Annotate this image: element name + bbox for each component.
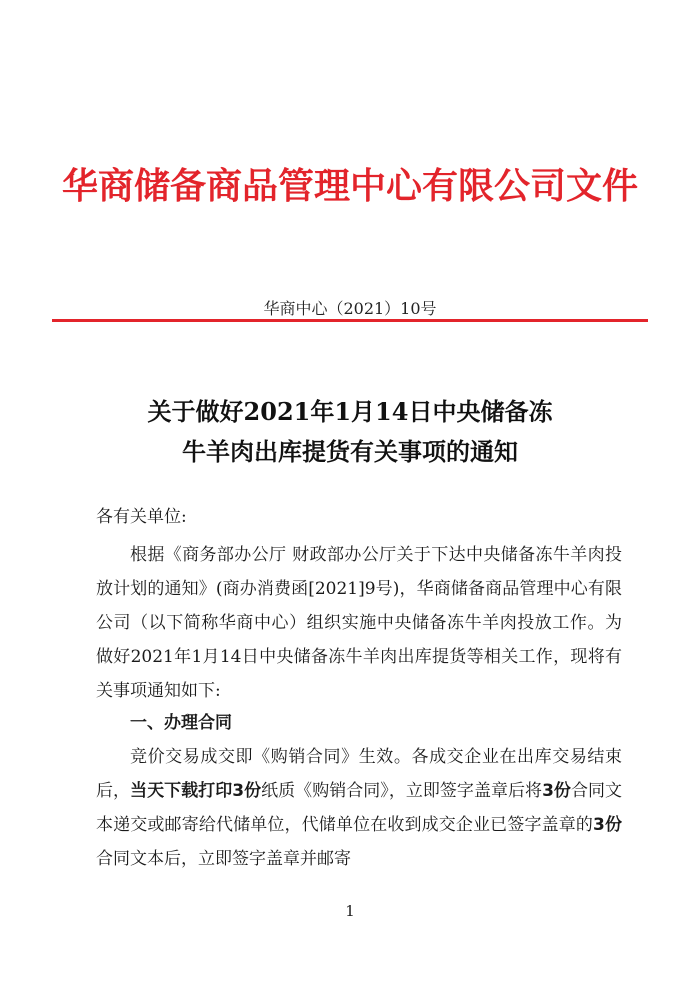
- salutation: 各有关单位:: [96, 507, 187, 527]
- red-divider-line: [52, 319, 648, 322]
- section-heading-contract: 一、办理合同: [130, 713, 232, 733]
- page-number: 1: [345, 902, 355, 920]
- document-number: 华商中心（2021）10号: [263, 299, 437, 318]
- emphasis-text: 当天下载打印3份: [130, 781, 262, 801]
- paragraph-contract: [96, 740, 622, 876]
- emphasis-text: 3份: [593, 815, 622, 835]
- notice-title-line-1: 关于做好2021年1月14日中央储备冻: [147, 397, 553, 426]
- paragraph-intro: 根据《商务部办公厅 财政部办公厅关于下达中央储备冻牛羊肉投放计划的通知》(商办消费函[2021]9号)，华商储备商品管理中心有限公司（以下简称华商中心）组织实施中央储备冻牛羊肉投放工作。为做好2021年1月14日中央储备冻牛羊肉出库提货等相关工作，现将有关事项通知如下:: [96, 545, 622, 701]
- emphasis-text: 3份: [542, 781, 571, 801]
- paragraph-text: 合同文本后，立即签字盖章并邮寄: [96, 849, 351, 869]
- issuer-title: 华商储备商品管理中心有限公司文件: [61, 166, 638, 207]
- notice-title-line-2: 牛羊肉出库提货有关事项的通知: [182, 437, 518, 466]
- paragraph-text: 纸质《购销合同》，立即签字盖章后将: [261, 781, 543, 801]
- paragraph-text: 合同文本递交或邮寄给代储单位，代储单位在收到成交企业已签字盖章的: [96, 781, 623, 835]
- paragraph-text: 竞价交易成交即《购销合同》生效。各成交企业在出库交易结束后，: [96, 747, 622, 801]
